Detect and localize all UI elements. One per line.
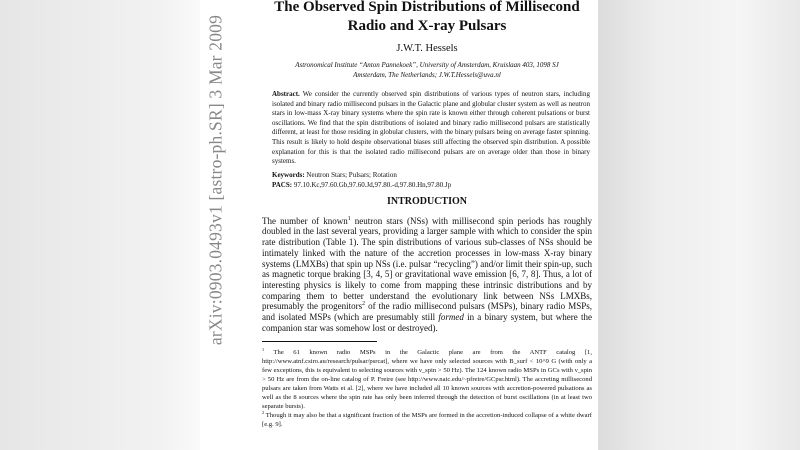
body-paragraph xyxy=(262,216,592,334)
body-emphasis: formed xyxy=(438,312,464,323)
affiliation-line-2: Amsterdam, The Netherlands; J.W.T.Hessels@uva.nl xyxy=(353,71,501,79)
abstract-label: Abstract. xyxy=(272,90,300,98)
pacs: 97.10.Kc,97.60.Gb,97.60.Jd,97.80.-d,97.80.Hn,97.80.Jp xyxy=(293,180,452,189)
paper-title xyxy=(262,0,592,36)
background-right xyxy=(598,0,800,450)
paper-column xyxy=(262,0,592,429)
body-text: neutron stars (NSs) with millisecond spin periods has roughly doubled in the last several years, providing a larger sample with which to consider the spin rate distribution (Table 1). The spin distributions of various sub-classes of NSs should be intimately linked with the nature of the accretion processes in low-mass X-ray binary systems (LMXBs) that spin up NSs (i.e. pulsar “recycling”) and/or limit their spin-up, such as magnetic torque braking [3, 4, 5] or gravitational wave emission [6, 7, 8]. Thus, a lot of interesting physics is likely to come from mapping these intrinsic distributions and by comparing them to better understand the evolutionary link between NSs LMXBs, presumably the progenitors xyxy=(262,215,592,312)
footnote-text: Though it may also be that a significant fraction of the MSPs are formed in the accretion-induced collapse of a white dwarf [e.g. 9]. xyxy=(262,412,592,429)
abstract xyxy=(272,90,590,167)
footnote-ref-1: 1 xyxy=(347,215,351,222)
footnote-1 xyxy=(262,348,592,411)
body-text: of the radio millisecond pulsars (MSPs), binary radio MSPs, and isolated MSPs (which are presumably still xyxy=(262,301,592,323)
pacs-label: PACS: xyxy=(272,180,293,189)
footnote-mark: 2 xyxy=(262,410,265,416)
footnote-rule xyxy=(262,341,377,342)
abstract-text: We consider the currently observed spin distributions of various types of neutron stars, including isolated and binary radio millisecond pulsars in the Galactic plane and globular cluster system as well as neutron stars in low-mass X-ray binary systems where the spin rate is known either through coherent pulsations or burst oscillations. We find that the spin distributions of isolated and binary radio millisecond pulsars are statistically different, at least for those residing in globular clusters, with the binary pulsars being on average faster spinning. This result is likely to hold despite observational biases still affecting the observed spin distribution. A possible explanation for this is that the isolated radio millisecond pulsars are on average older than those in binary systems. xyxy=(272,90,590,166)
affiliation xyxy=(262,60,592,80)
body-text: The number of known xyxy=(262,215,348,226)
footnote-2 xyxy=(262,411,592,429)
arxiv-stamp: arXiv:0903.0493v1 [astro-ph.SR] 3 Mar 2009 xyxy=(205,14,226,346)
title-line-1: The Observed Spin Distributions of Millisecond xyxy=(274,0,580,15)
keywords-label: Keywords: xyxy=(272,170,305,179)
footnotes xyxy=(262,348,592,429)
title-line-2: Radio and X-ray Pulsars xyxy=(347,18,507,34)
footnote-text: The 61 known radio MSPs in the Galactic plane are from the ANTF catalog [1, http://www.atnf.csiro.au/research/pulsar/psrcat], where we have only selected sources with B_surf < 10^9 G (with only a few exceptions, this is equivalent to selecting sources with ν_spin > 50 Hz). The 124 known radio MSPs in GCs with ν_spin > 50 Hz are from the on-line catalog of P. Freire (see http://www.naic.edu/~pfreire/GCpsr.html). The accreting millisecond pulsars are taken from Watts et al. [2], where we have included all 10 known sources with accretion-powered pulsations as well as the 8 sources where the spin rate has only been inferred through the detection of burst oscillations (in at least two separate bursts). xyxy=(262,349,592,411)
body-text: in a binary system, but where the companion star was somehow lost or destroyed). xyxy=(262,312,592,333)
section-heading: INTRODUCTION xyxy=(386,195,467,207)
footnote-ref-2: 2 xyxy=(362,301,366,308)
keywords-block xyxy=(272,170,590,190)
keywords: Neutron Stars; Pulsars; Rotation xyxy=(306,170,397,179)
author: J.W.T. Hessels xyxy=(396,43,458,54)
affiliation-line-1: Astronomical Institute “Anton Pannekoek”, University of Amsterdam, Kruislaan 403, 1098 SJ xyxy=(295,61,559,69)
footnote-mark: 1 xyxy=(262,347,265,353)
